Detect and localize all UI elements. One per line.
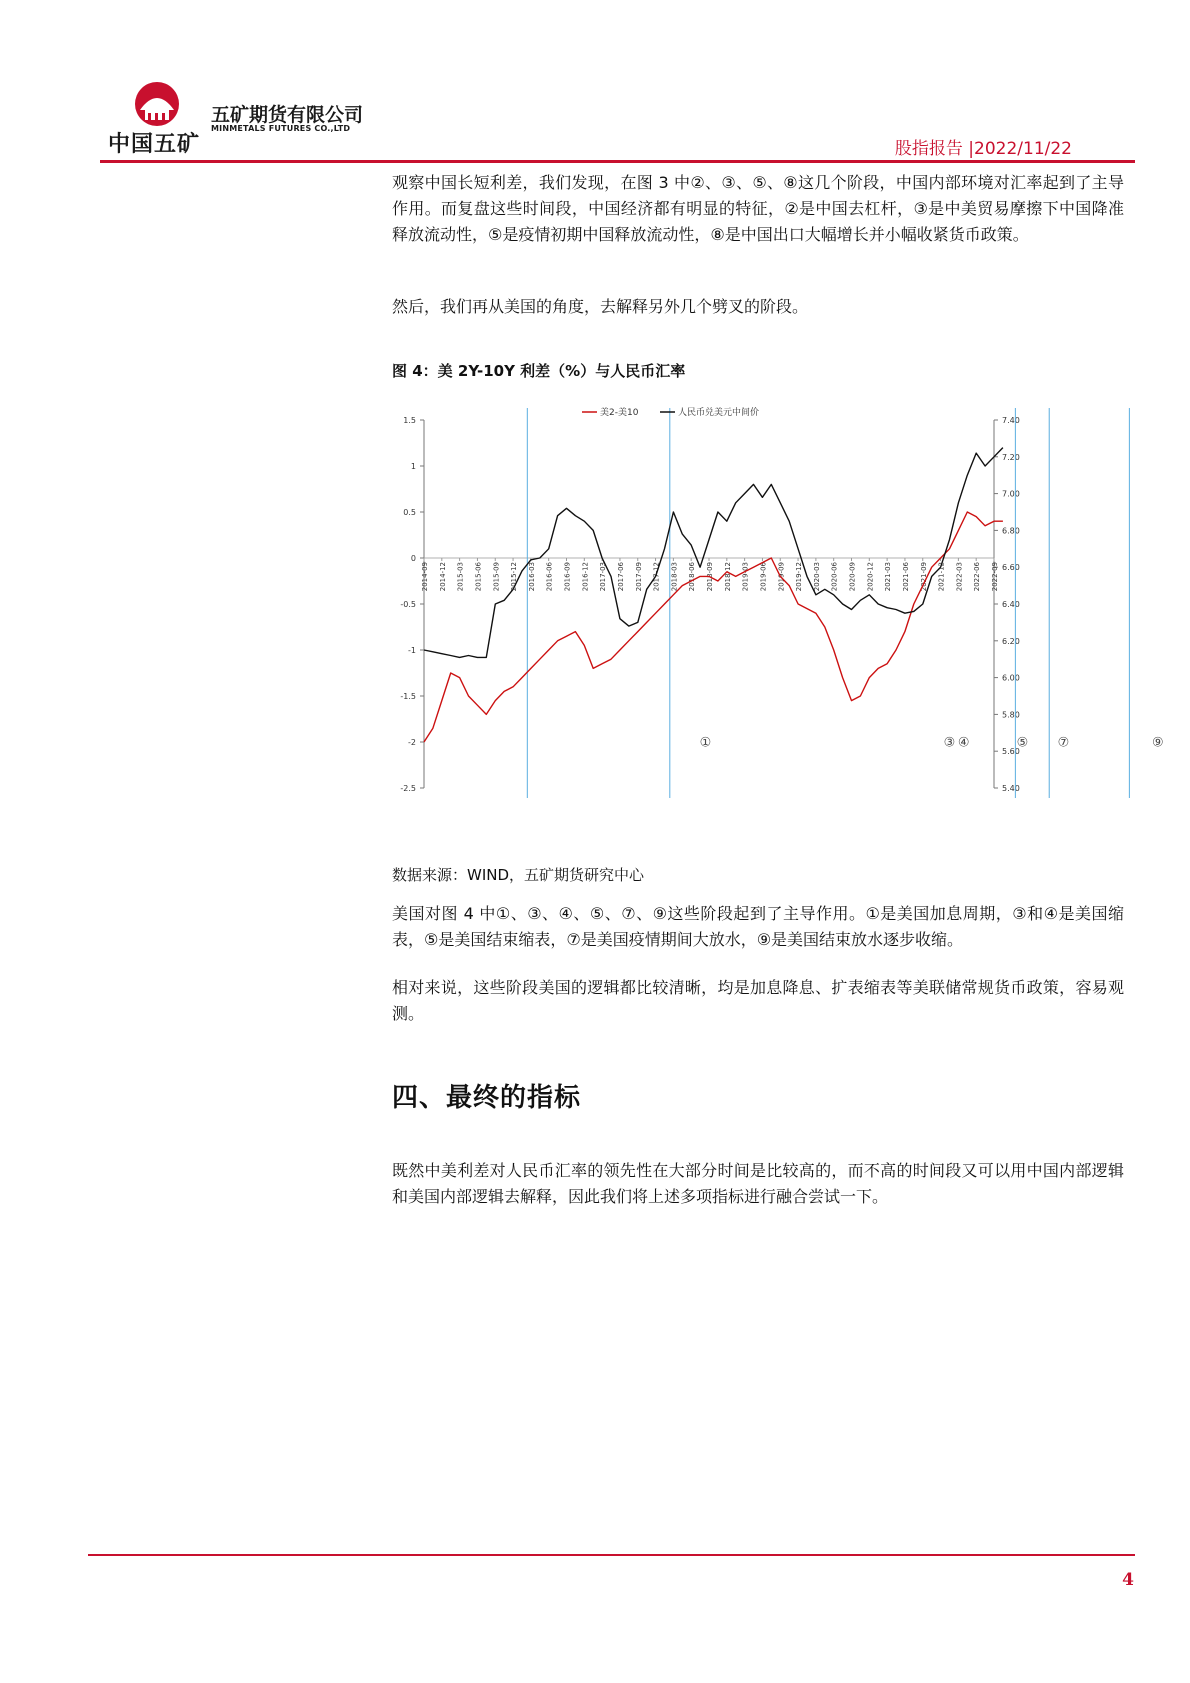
- x-tick-label: 2015-09: [492, 562, 501, 592]
- x-tick-label: 2021-09: [919, 562, 928, 592]
- x-tick-label: 2018-03: [670, 562, 679, 592]
- x-tick-label: 2014-12: [438, 562, 447, 592]
- header-divider: [100, 160, 1135, 163]
- x-tick-label: 2016-09: [563, 562, 572, 592]
- line-chart: [392, 408, 1164, 860]
- right-tick-label: 7.20: [1002, 452, 1020, 462]
- phase-label: ⑤: [1016, 735, 1029, 751]
- right-tick-label: 6.40: [1002, 600, 1020, 609]
- figure-4-chart: [392, 408, 1164, 860]
- phase-label: ⑨: [1152, 735, 1164, 751]
- post-chart-content: [392, 864, 1124, 1210]
- x-tick-label: 2017-03: [599, 562, 608, 592]
- left-tick-label: 1: [410, 462, 416, 471]
- left-tick-label: -2: [408, 738, 416, 747]
- x-tick-label: 2015-12: [510, 562, 519, 592]
- x-tick-label: 2022-03: [955, 562, 964, 592]
- left-tick-label: -1.5: [400, 692, 416, 701]
- x-tick-label: 2015-06: [474, 562, 483, 592]
- x-tick-label: 2018-12: [723, 562, 732, 592]
- x-tick-label: 2017-09: [634, 562, 643, 592]
- page-number: 4: [1122, 1570, 1134, 1590]
- x-tick-label: 2016-12: [581, 562, 590, 592]
- x-tick-label: 2020-03: [812, 562, 821, 592]
- right-tick-label: 5.40: [1002, 784, 1020, 793]
- paragraph-final-indicator: 既然中美利差对人民币汇率的领先性在大部分时间是比较高的，而不高的时间段又可以用中国内部逻辑和美国内部逻辑去解释，因此我们将上述多项指标进行融合尝试一下。: [392, 1161, 1124, 1206]
- right-tick-label: 7.00: [1002, 489, 1020, 499]
- left-tick-label: -2.5: [400, 784, 416, 793]
- right-tick-label: 6.80: [1002, 526, 1020, 536]
- right-tick-label: 6.60: [1002, 563, 1020, 573]
- left-tick-label: -1: [408, 646, 416, 655]
- paragraph-us-intro: 然后，我们再从美国的角度，去解释另外几个劈叉的阶段。: [392, 297, 809, 316]
- phase-label: ⑦: [1057, 735, 1070, 751]
- x-tick-label: 2016-06: [545, 562, 554, 592]
- x-tick-label: 2020-06: [830, 562, 839, 592]
- x-tick-label: 2019-12: [795, 562, 804, 592]
- x-tick-label: 2019-09: [777, 562, 786, 592]
- section-heading: 四、最终的指标: [392, 1083, 582, 1113]
- x-tick-label: 2018-09: [706, 562, 714, 592]
- x-tick-label: 2021-06: [901, 562, 910, 592]
- right-tick-label: 5.80: [1002, 710, 1020, 720]
- x-tick-label: 2014-09: [421, 562, 429, 592]
- x-tick-label: 2021-03: [884, 562, 893, 592]
- right-tick-label: 5.60: [1002, 747, 1020, 757]
- company-name-en: MINMETALS FUTURES CO.,LTD: [211, 124, 351, 133]
- left-tick-label: 0: [410, 554, 416, 563]
- x-tick-label: 2020-09: [848, 562, 857, 592]
- report-type-date: 股指报告 |2022/11/22: [894, 139, 1072, 159]
- figure-title: 图 4：美 2Y-10Y 利差（%）与人民币汇率: [392, 362, 686, 380]
- x-tick-label: 2017-12: [652, 562, 661, 592]
- main-content: [392, 170, 1124, 381]
- left-tick-label: 1.5: [403, 416, 416, 425]
- x-tick-label: 2016-03: [527, 562, 536, 592]
- x-tick-label: 2018-06: [688, 562, 697, 592]
- right-tick-label: 6.00: [1002, 673, 1020, 683]
- minmetals-emblem-icon: [132, 80, 182, 128]
- company-name-cn: 五矿期货有限公司: [211, 104, 364, 126]
- footer-divider: [88, 1554, 1135, 1556]
- x-tick-label: 2017-06: [616, 562, 625, 592]
- series-line: [424, 448, 1003, 658]
- logo-text: 中国五矿: [108, 132, 201, 157]
- x-tick-label: 2022-09: [991, 562, 999, 592]
- left-tick-label: -0.5: [400, 600, 416, 609]
- paragraph-china-spread: 观察中国长短利差，我们发现，在图 3 中②、③、⑤、⑧这几个阶段，中国内部环境对汇率起到了主导作用。而复盘这些时间段，中国经济都有明显的特征，②是中国去杠杆，③是中美贸易摩擦下中国降准释放流动性，⑤是疫情初期中国释放流动性，⑧是中国出口大幅增长并小幅收紧货币政策。: [392, 173, 1124, 244]
- legend-label-spread: 美2-美10: [600, 408, 639, 418]
- left-tick-label: 0.5: [403, 508, 416, 517]
- page-header: [0, 0, 1190, 165]
- paragraph-us-phases: 美国对图 4 中①、③、④、⑤、⑦、⑨这些阶段起到了主导作用。①是美国加息周期，③和④是美国缩表，⑤是美国结束缩表，⑦是美国疫情期间大放水，⑨是美国结束放水逐步收缩。: [392, 904, 1124, 949]
- x-tick-label: 2022-06: [973, 562, 982, 592]
- x-tick-label: 2019-06: [759, 562, 768, 592]
- right-tick-label: 6.20: [1002, 636, 1020, 646]
- phase-label: ③: [943, 735, 956, 751]
- series-line: [424, 512, 1003, 742]
- x-tick-label: 2019-03: [741, 562, 750, 592]
- x-tick-label: 2015-03: [456, 562, 465, 592]
- right-tick-label: 7.40: [1002, 416, 1020, 425]
- paragraph-us-logic: 相对来说，这些阶段美国的逻辑都比较清晰，均是加息降息、扩表缩表等美联储常规货币政策，容易观测。: [392, 978, 1124, 1023]
- x-tick-label: 2020-12: [866, 562, 875, 592]
- phase-label: ④: [957, 735, 970, 751]
- figure-source: 数据来源：WIND，五矿期货研究中心: [392, 866, 645, 884]
- x-tick-label: 2021-12: [937, 562, 946, 592]
- legend-label-cny: 人民币兑美元中间价: [678, 408, 760, 418]
- phase-label: ①: [699, 735, 712, 751]
